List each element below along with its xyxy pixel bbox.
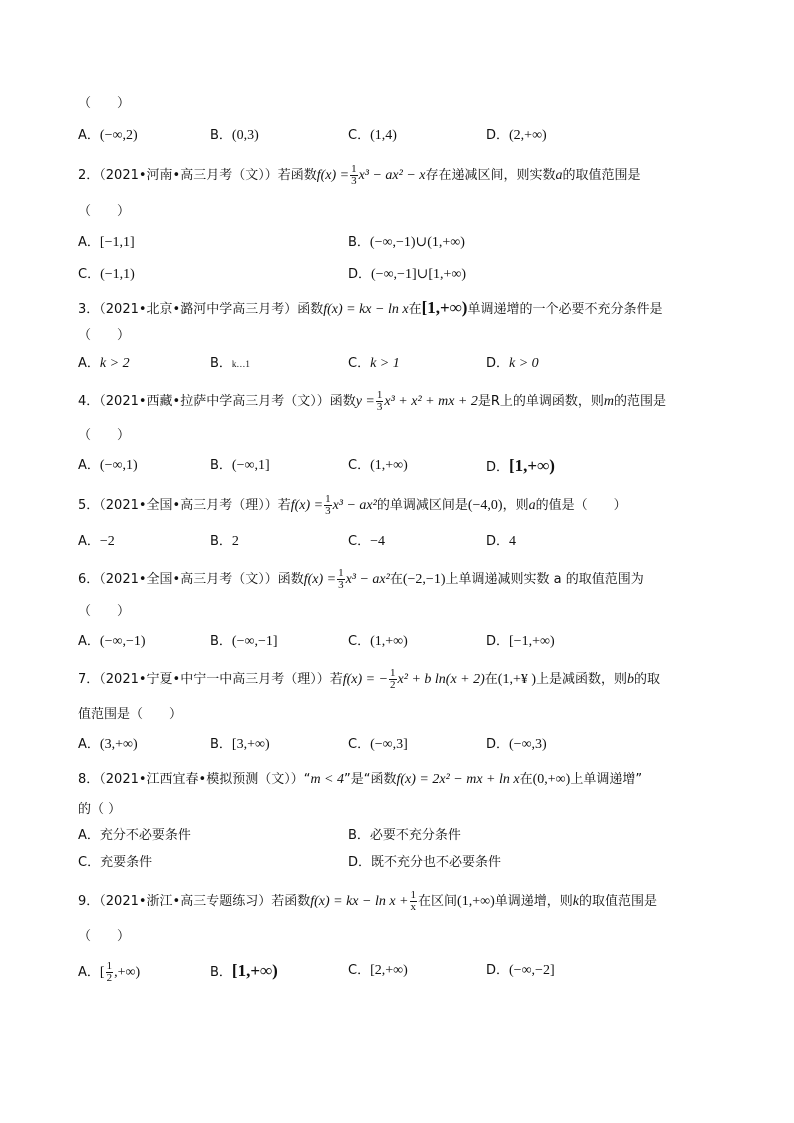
q3-option-c[interactable] xyxy=(348,354,400,374)
q9-option-a-fraction xyxy=(106,961,114,984)
option-expr: (−∞,−2] xyxy=(509,963,555,978)
q4-tail1: 是R上的单调函数，则 xyxy=(477,394,604,409)
q9-paren: （ ） xyxy=(78,929,131,944)
q6-stem xyxy=(78,568,644,591)
q7-option-d[interactable] xyxy=(486,735,547,755)
q8-option-d[interactable] xyxy=(348,853,501,873)
option-letter: D． xyxy=(486,737,510,752)
option-letter: B． xyxy=(348,235,370,250)
q5-f: f(x) = xyxy=(290,498,324,513)
option-letter: D． xyxy=(348,267,372,282)
option-letter: B． xyxy=(210,458,232,473)
q2-option-d[interactable] xyxy=(348,265,466,285)
option-expr: (−∞,3] xyxy=(370,737,408,752)
option-letter: D． xyxy=(348,855,372,870)
option-expr: (−∞,−1] xyxy=(231,634,278,649)
q2-option-c[interactable] xyxy=(78,265,135,285)
fraction-den: 3 xyxy=(325,505,331,517)
q7-option-b[interactable] xyxy=(210,735,270,755)
option-letter: D． xyxy=(486,356,510,371)
option-expr: (−∞,−1)∪(1,+∞) xyxy=(369,235,465,250)
q9-option-a[interactable] xyxy=(78,961,140,984)
option-expr: (−∞,1) xyxy=(99,458,138,473)
q3-in: 在 xyxy=(408,302,422,317)
option-expr: [−1,1] xyxy=(99,235,135,250)
q4-option-c[interactable] xyxy=(348,456,408,476)
fraction-num: 1 xyxy=(351,163,357,175)
q2-f: f(x) = xyxy=(316,168,350,183)
q5-expr: x³ − ax² xyxy=(332,498,377,513)
q2-fraction xyxy=(350,164,358,187)
q9-in: 在区间 xyxy=(418,894,458,909)
option-expr: (2,+∞) xyxy=(509,128,547,143)
option-expr: −2 xyxy=(99,534,115,549)
option-letter: C． xyxy=(78,855,101,870)
q3-option-d[interactable] xyxy=(486,354,539,374)
q7-fraction xyxy=(389,668,397,691)
option-letter: B． xyxy=(210,128,232,143)
q5-option-b[interactable] xyxy=(210,532,239,552)
fraction-den: 2 xyxy=(390,679,396,691)
q7-option-a[interactable] xyxy=(78,735,138,755)
q1-option-b[interactable] xyxy=(210,126,259,146)
fraction-num: 1 xyxy=(325,493,331,505)
q8-expr: f(x) = 2x² − mx + ln x xyxy=(396,772,520,787)
q8-stem xyxy=(78,770,642,790)
q2-expr: x³ − ax² − x xyxy=(358,168,426,183)
q5-interval: (−4,0) xyxy=(467,498,503,513)
q2-option-b[interactable] xyxy=(348,233,465,253)
q3-stem xyxy=(78,298,662,320)
option-text: 必要不充分条件 xyxy=(369,828,461,843)
option-letter: B． xyxy=(210,634,232,649)
q5-option-a[interactable] xyxy=(78,532,115,552)
q6-option-a[interactable] xyxy=(78,632,146,652)
q3-lead: 3．（2021•北京•潞河中学高三月考）函数 xyxy=(78,302,324,317)
option-expr: (1,4) xyxy=(370,128,397,143)
option-expr: (1,+∞) xyxy=(370,458,408,473)
q7-lead: 7．（2021•宁夏•中宁一中高三月考（理））若 xyxy=(78,672,343,687)
q6-in: 在 xyxy=(389,572,403,587)
q8-option-c[interactable] xyxy=(78,853,152,873)
q3-interval: [1,+∞) xyxy=(421,298,468,317)
fraction-num: 1 xyxy=(410,889,417,901)
option-letter: D． xyxy=(486,634,510,649)
option-expr: (3,+∞) xyxy=(99,737,138,752)
option-letter: C． xyxy=(348,534,371,549)
option-text: 充要条件 xyxy=(100,855,153,870)
q6-option-d[interactable] xyxy=(486,632,555,652)
option-bracket: [ xyxy=(99,965,105,980)
option-expr: [1,+∞) xyxy=(509,456,555,475)
q1-option-a[interactable] xyxy=(78,126,138,146)
q9-tail1: 单调递增，则 xyxy=(494,894,573,909)
q9-fraction xyxy=(410,890,418,913)
fraction-den: 3 xyxy=(376,401,383,413)
option-letter: A． xyxy=(78,235,100,250)
option-letter: C． xyxy=(348,458,371,473)
fraction-num: 1 xyxy=(106,960,113,972)
q8-option-b[interactable] xyxy=(348,826,461,846)
q7-expr: x² + b ln(x + 2) xyxy=(397,672,485,687)
option-expr: k…1 xyxy=(231,359,250,369)
option-expr: ,+∞) xyxy=(114,965,141,980)
q7-line2: 值范围是（ ） xyxy=(78,707,183,722)
q5-fraction xyxy=(324,494,332,517)
fraction-num: 1 xyxy=(376,389,383,401)
q2-tail2: 的取值范围是 xyxy=(562,168,641,183)
option-letter: A． xyxy=(78,965,100,980)
fraction-den: 2 xyxy=(106,972,113,984)
q4-option-b[interactable] xyxy=(210,456,270,476)
q3-option-a[interactable] xyxy=(78,354,130,374)
q4-option-d[interactable] xyxy=(486,456,555,478)
q4-stem xyxy=(78,390,666,413)
q4-lead: 4．（2021•西藏•拉萨中学高三月考（文））函数 xyxy=(78,394,356,409)
option-expr: (−∞,−1]∪[1,+∞) xyxy=(371,267,467,282)
option-letter: B． xyxy=(210,534,232,549)
option-letter: B． xyxy=(210,737,232,752)
q5-stem xyxy=(78,494,627,517)
option-expr: (−∞,3) xyxy=(509,737,547,752)
option-expr: 4 xyxy=(509,534,517,549)
option-letter: A． xyxy=(78,458,100,473)
q9-stem xyxy=(78,890,657,913)
q5-tail3: 的值是（ ） xyxy=(535,498,627,513)
q8-interval: (0,+∞) xyxy=(532,772,571,787)
q9-expr: f(x) = kx − ln x + xyxy=(310,894,409,909)
q8-mid: ”是“函数 xyxy=(344,772,397,787)
fraction-den: x xyxy=(410,901,417,913)
option-letter: B． xyxy=(210,356,232,371)
fraction-den: 3 xyxy=(351,175,357,187)
q4-option-a[interactable] xyxy=(78,456,138,476)
q9-option-d[interactable] xyxy=(486,961,555,981)
q6-tail: 上单调递减则实数 a 的取值范围为 xyxy=(445,572,644,587)
q4-tail2: 的范围是 xyxy=(614,394,667,409)
q6-expr: x³ − ax² xyxy=(345,572,390,587)
q9-option-c[interactable] xyxy=(348,961,408,981)
q3-option-b[interactable] xyxy=(210,354,250,374)
q6-fraction xyxy=(337,568,345,591)
fraction-num: 1 xyxy=(338,567,344,579)
q6-option-b[interactable] xyxy=(210,632,278,652)
option-expr: (−1,1) xyxy=(100,267,135,282)
fraction-num: 1 xyxy=(390,667,396,679)
option-letter: C． xyxy=(348,634,371,649)
q7-tail1: 上是减函数，则 xyxy=(536,672,628,687)
q3-paren: （ ） xyxy=(78,328,131,343)
q6-interval: (−2,−1) xyxy=(402,572,446,587)
q8-in: 在 xyxy=(519,772,533,787)
q1-option-c[interactable] xyxy=(348,126,397,146)
q7-tail2: 的取 xyxy=(634,672,661,687)
option-letter: C． xyxy=(348,963,371,978)
option-letter: D． xyxy=(486,460,510,475)
q4-y: y = xyxy=(355,394,375,409)
q6-option-c[interactable] xyxy=(348,632,408,652)
q6-lead: 6．（2021•全国•高三月考（文））函数 xyxy=(78,572,304,587)
option-expr: −4 xyxy=(370,534,385,549)
q9-option-b[interactable] xyxy=(210,961,278,983)
option-letter: C． xyxy=(78,267,101,282)
q3-expr: f(x) = kx − ln x xyxy=(323,302,409,317)
q6-f: f(x) = xyxy=(303,572,337,587)
option-text: 充分不必要条件 xyxy=(99,828,191,843)
fraction-den: 3 xyxy=(338,579,344,591)
q2-paren: （ ） xyxy=(78,204,131,219)
option-letter: D． xyxy=(486,128,510,143)
q1-option-d[interactable] xyxy=(486,126,547,146)
q8-option-a[interactable] xyxy=(78,826,191,846)
option-expr: (−∞,−1) xyxy=(99,634,146,649)
q5-option-c[interactable] xyxy=(348,532,385,552)
q6-paren: （ ） xyxy=(78,604,131,619)
q2-tail1: 存在递减区间，则实数 xyxy=(425,168,556,183)
option-expr: k > 2 xyxy=(99,356,130,371)
q9-lead: 9．（2021•浙江•高三专题练习）若函数 xyxy=(78,894,311,909)
q2-lead: 2．（2021•河南•高三月考（文））若函数 xyxy=(78,168,317,183)
q7-in: 在 xyxy=(484,672,498,687)
option-expr: [3,+∞) xyxy=(231,737,270,752)
q8-lead: 8．（2021•江西宜春•模拟预测（文））“ xyxy=(78,772,311,787)
q5-tail1: 的单调减区间是 xyxy=(376,498,468,513)
option-letter: D． xyxy=(486,534,510,549)
q2-var: a xyxy=(555,168,563,183)
option-letter: B． xyxy=(210,965,232,980)
q5-lead: 5．（2021•全国•高三月考（理））若 xyxy=(78,498,291,513)
option-expr: (0,3) xyxy=(231,128,259,143)
q5-var: a xyxy=(528,498,536,513)
option-expr: k > 0 xyxy=(509,356,539,371)
option-letter: A． xyxy=(78,128,100,143)
q1-paren: （ ） xyxy=(78,96,131,111)
q9-var: k xyxy=(572,894,579,909)
q7-var: b xyxy=(627,672,635,687)
q7-interval: (1,+¥ ) xyxy=(497,672,537,687)
q4-paren: （ ） xyxy=(78,428,131,443)
q8-line2: 的（ ） xyxy=(78,802,122,817)
option-letter: C． xyxy=(348,737,371,752)
q5-tail2: ，则 xyxy=(502,498,529,513)
option-letter: B． xyxy=(348,828,370,843)
option-expr: (1,+∞) xyxy=(370,634,408,649)
option-expr: 2 xyxy=(231,534,239,549)
option-expr: (−∞,1] xyxy=(231,458,270,473)
q7-option-c[interactable] xyxy=(348,735,408,755)
option-expr: [1,+∞) xyxy=(231,961,278,980)
option-expr: (−∞,2) xyxy=(99,128,138,143)
option-letter: C． xyxy=(348,128,371,143)
option-letter: A． xyxy=(78,737,100,752)
option-letter: C． xyxy=(348,356,371,371)
option-expr: [2,+∞) xyxy=(370,963,408,978)
q7-stem xyxy=(78,668,660,691)
q2-stem xyxy=(78,164,641,187)
option-letter: A． xyxy=(78,534,100,549)
option-letter: D． xyxy=(486,963,510,978)
option-letter: A． xyxy=(78,828,100,843)
q9-interval: (1,+∞) xyxy=(457,894,495,909)
option-expr: k > 1 xyxy=(370,356,400,371)
q7-f: f(x) = − xyxy=(342,672,389,687)
q4-expr: x³ + x² + mx + 2 xyxy=(384,394,478,409)
q9-tail2: 的取值范围是 xyxy=(578,894,657,909)
option-letter: A． xyxy=(78,634,100,649)
q4-fraction xyxy=(376,390,384,413)
option-text: 既不充分也不必要条件 xyxy=(371,855,502,870)
q2-option-a[interactable] xyxy=(78,233,135,253)
q8-tail: 上单调递增” xyxy=(570,772,643,787)
q4-var: m xyxy=(603,394,615,409)
q5-option-d[interactable] xyxy=(486,532,516,552)
q3-tail: 单调递增的一个必要不充分条件是 xyxy=(467,302,663,317)
option-expr: [−1,+∞) xyxy=(509,634,555,649)
q8-cond: m < 4 xyxy=(310,772,344,787)
option-letter: A． xyxy=(78,356,100,371)
